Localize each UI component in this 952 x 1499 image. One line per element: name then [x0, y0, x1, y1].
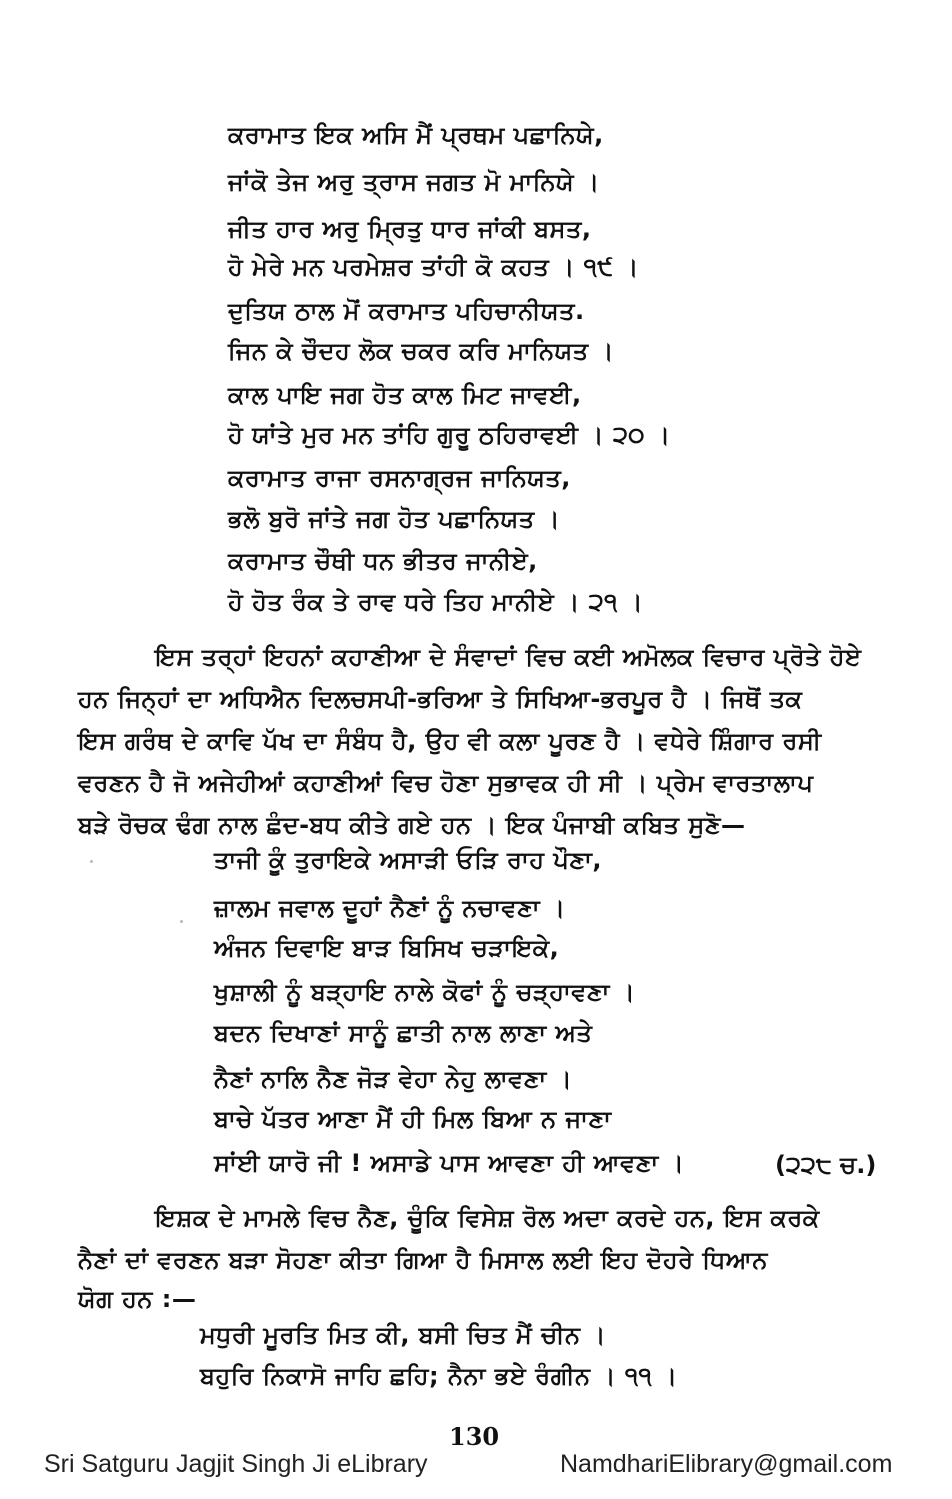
scan-speck — [90, 860, 93, 863]
poem-line: ਹੋ ਮੇਰੇ ਮਨ ਪਰਮੇਸ਼ਰ ਤਾਂਹੀ ਕੋ ਕਹਤ । ੧੯ । — [228, 253, 639, 281]
poem-line: ਕਰਾਮਾਤ ਇਕ ਅਸਿ ਮੈਂ ਪ੍ਰਥਮ ਪਛਾਨਿਯੇ, — [228, 121, 604, 149]
poem-line: ਕਰਾਮਾਤ ਰਾਜਾ ਰਸਨਾਗ੍ਰਜ ਜਾਨਿਯਤ, — [228, 464, 571, 492]
poem-line: ਮਧੁਰੀ ਮੂਰਤਿ ਮਿਤ ਕੀ, ਬਸੀ ਚਿਤ ਮੈਂ ਚੀਨ । — [200, 1321, 607, 1349]
paragraph-line: ਯੋਗ ਹਨ :— — [78, 1285, 197, 1313]
poem-line: ਤਾਜੀ ਕੂੰ ਤੁਰਾਇਕੇ ਅਸਾੜੀ ਓੜਿ ਰਾਹ ਪੌਣਾ, — [214, 846, 602, 874]
poem-line: ਖੁਸ਼ਾਲੀ ਨੂੰ ਬੜ੍ਹਾਇ ਨਾਲੇ ਕੋਫਾਂ ਨੂੰ ਚੜ੍ਹਾਵਣਾ । — [214, 978, 636, 1006]
poem-line: ਜ਼ਾਲਮ ਜਵਾਲ ਦੂਹਾਂ ਨੈਣਾਂ ਨੂੰ ਨਚਾਵਣਾ । — [214, 894, 566, 922]
paragraph-line: ਬੜੇ ਰੋਚਕ ਢੰਗ ਨਾਲ ਛੰਦ-ਬਧ ਕੀਤੇ ਗਏ ਹਨ । ਇਕ ਪੰਜਾਬੀ ਕਬਿਤ ਸੁਣੋ— — [78, 811, 746, 839]
page-number: 130 — [449, 1422, 500, 1451]
footer-email: NamdhariElibrary@gmail.com — [560, 1450, 893, 1478]
poem-line: ਹੋ ਯਾਂਤੇ ਮੁਰ ਮਨ ਤਾਂਹਿ ਗੁਰੂ ਠਹਿਰਾਵਈ । ੨੦ । — [228, 421, 671, 449]
poem-line: ਜਾਂਕੋ ਤੇਜ ਅਰੁ ਤ੍ਰਾਸ ਜਗਤ ਮੋ ਮਾਨਿਯੇ । — [228, 168, 600, 196]
poem-line: ਜੀਤ ਹਾਰ ਅਰੁ ਮ੍ਰਿਤੁ ਧਾਰ ਜਾਂਕੀ ਬਸਤ, — [228, 215, 592, 243]
paragraph-line: ਇਸ਼ਕ ਦੇ ਮਾਮਲੇ ਵਿਚ ਨੈਣ, ਚੂੰਕਿ ਵਿਸੇਸ਼ ਰੋਲ ਅਦਾ ਕਰਦੇ ਹਨ, ਇਸ ਕਰਕੇ — [155, 1204, 820, 1232]
poem-line: ਬਾਚੇ ਪੱਤਰ ਆਣਾ ਮੈਂ ਹੀ ਮਿਲ ਬਿਆ ਨ ਜਾਣਾ — [214, 1105, 612, 1133]
footer-library-name: Sri Satguru Jagjit Singh Ji eLibrary — [44, 1450, 428, 1478]
poem-line: ਕਰਾਮਾਤ ਚੌਥੀ ਧਨ ਭੀਤਰ ਜਾਨੀਏ, — [228, 547, 538, 575]
poem-line: ਹੋ ਹੋਤ ਰੰਕ ਤੇ ਰਾਵ ਧਰੇ ਤਿਹ ਮਾਨੀਏ । ੨੧ । — [228, 588, 644, 616]
paragraph-line: ਹਨ ਜਿਨ੍ਹਾਂ ਦਾ ਅਧਿਐਨ ਦਿਲਚਸਪੀ-ਭਰਿਆ ਤੇ ਸਿਖਿਆ-ਭਰਪੂਰ ਹੈ । ਜਿਥੋਂ ਤਕ — [78, 685, 803, 713]
poem-line: ਭਲੋ ਬੁਰੋ ਜਾਂਤੇ ਜਗ ਹੋਤ ਪਛਾਨਿਯਤ । — [228, 505, 561, 533]
paragraph-line: ਇਸ ਤਰ੍ਹਾਂ ਇਹਨਾਂ ਕਹਾਣੀਆ ਦੇ ਸੰਵਾਦਾਂ ਵਿਚ ਕਈ ਅਮੋਲਕ ਵਿਚਾਰ ਪ੍ਰੋਤੇ ਹੋਏ — [155, 643, 862, 671]
poem-line: ਕਾਲ ਪਾਇ ਜਗ ਹੋਤ ਕਾਲ ਮਿਟ ਜਾਵਈ, — [228, 381, 582, 409]
poem-line: ਜਿਨ ਕੇ ਚੌਦਹ ਲੋਕ ਚਕਰ ਕਰਿ ਮਾਨਿਯਤ । — [228, 337, 615, 365]
paragraph-line: ਇਸ ਗਰੰਥ ਦੇ ਕਾਵਿ ਪੱਖ ਦਾ ਸੰਬੰਧ ਹੈ, ਉਹ ਵੀ ਕਲਾ ਪੂਰਣ ਹੈ । ਵਧੇਰੇ ਸ਼ਿੰਗਾਰ ਰਸੀ — [78, 727, 822, 755]
poem-line: ਨੈਣਾਂ ਨਾਲਿ ਨੈਣ ਜੋੜ ਵੇਹਾ ਨੇਹੁ ਲਾਵਣਾ । — [214, 1065, 573, 1093]
poem-line: ਦੁਤਿਯ ਠਾਲ ਮੋਂ ਕਰਾਮਾਤ ਪਹਿਚਾਨੀਯਤ. — [228, 297, 585, 325]
paragraph-line: ਵਰਣਨ ਹੈ ਜੋ ਅਜੇਹੀਆਂ ਕਹਾਣੀਆਂ ਵਿਚ ਹੋਣਾ ਸੁਭਾਵਕ ਹੀ ਸੀ । ਪ੍ਰੇਮ ਵਾਰਤਾਲਾਪ — [78, 769, 814, 797]
verse-citation: (੨੨੮ ਚ.) — [775, 1151, 877, 1179]
paragraph-line: ਨੈਣਾਂ ਦਾਂ ਵਰਣਨ ਬੜਾ ਸੋਹਣਾ ਕੀਤਾ ਗਿਆ ਹੈ ਮਿਸਾਲ ਲਈ ਇਹ ਦੋਹਰੇ ਧਿਆਨ — [78, 1246, 768, 1274]
poem-line: ਬਹੁਰਿ ਨਿਕਾਸੋ ਜਾਹਿ ਛਹਿ; ਨੈਨਾ ਭਏ ਰੰਗੀਨ । ੧੧ । — [200, 1362, 678, 1390]
poem-line: ਸਾਂਈ ਯਾਰੋ ਜੀ ! ਅਸਾਡੇ ਪਾਸ ਆਵਣਾ ਹੀ ਆਵਣਾ । — [214, 1149, 685, 1177]
poem-line: ਅੰਜਨ ਦਿਵਾਇ ਬਾੜ ਬਿਸਿਖ ਚੜਾਇਕੇ, — [214, 934, 560, 962]
poem-line: ਬਦਨ ਦਿਖਾਣਾਂ ਸਾਨੂੰ ਛਾਤੀ ਨਾਲ ਲਾਣਾ ਅਤੇ — [214, 1019, 593, 1047]
scan-speck — [180, 920, 183, 923]
